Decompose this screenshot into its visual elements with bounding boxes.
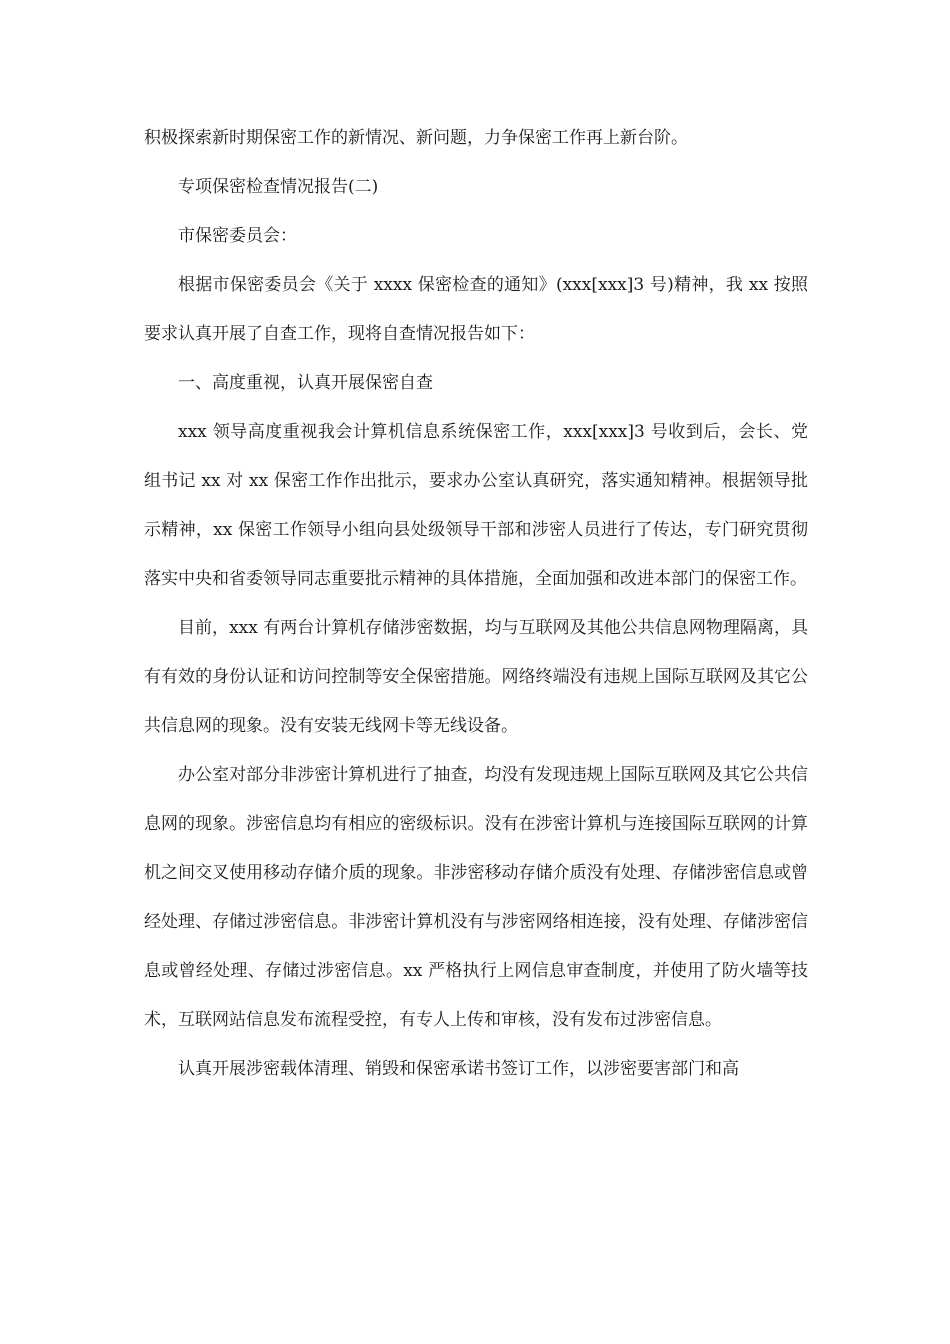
addressee: 市保密委员会： <box>178 226 297 246</box>
paragraph-carriers: 认真开展涉密载体清理、销毁和保密承诺书签订工作，以涉密要害部门和高 <box>178 1059 739 1079</box>
section-heading-1: 一、高度重视，认真开展保密自查 <box>178 373 433 393</box>
paragraph-intro: 根据市保密委员会《关于 xxxx 保密检查的通知》(xxx[xxx]3 号)精神，我 xx 按照要求认真开展了自查工作，现将自查情况报告如下： <box>144 275 808 344</box>
document-body <box>144 114 808 1094</box>
paragraph-inspection: 办公室对部分非涉密计算机进行了抽查，均没有发现违规上国际互联网及其它公共信息网的现象。涉密信息均有相应的密级标识。没有在涉密计算机与连接国际互联网的计算机之间交叉使用移动存储介质的现象。非涉密移动存储介质没有处理、存储涉密信息或曾经处理、存储过涉密信息。非涉密计算机没有与涉密网络相连接，没有处理、存储涉密信息或曾经处理、存储过涉密信息。xx 严格执行上网信息审查制度，并使用了防火墙等技术，互联网站信息发布流程受控，有专人上传和审核，没有发布过涉密信息。 <box>144 765 808 1030</box>
paragraph-continuation: 积极探索新时期保密工作的新情况、新问题，力争保密工作再上新台阶。 <box>144 128 688 148</box>
paragraph-leadership: xxx 领导高度重视我会计算机信息系统保密工作，xxx[xxx]3 号收到后，会长、党组书记 xx 对 xx 保密工作作出批示，要求办公室认真研究，落实通知精神。根据领导批示精神，xx 保密工作领导小组向县处级领导干部和涉密人员进行了传达，专门研究贯彻落实中央和省委领导同志重要批示精神的具体措施，全面加强和改进本部门的保密工作。 <box>144 422 808 589</box>
paragraph-computers: 目前，xxx 有两台计算机存储涉密数据，均与互联网及其他公共信息网物理隔离，具有有效的身份认证和访问控制等安全保密措施。网络终端没有违规上国际互联网及其它公共信息网的现象。没有安装无线网卡等无线设备。 <box>144 618 808 736</box>
report-title: 专项保密检查情况报告(二) <box>178 177 379 197</box>
